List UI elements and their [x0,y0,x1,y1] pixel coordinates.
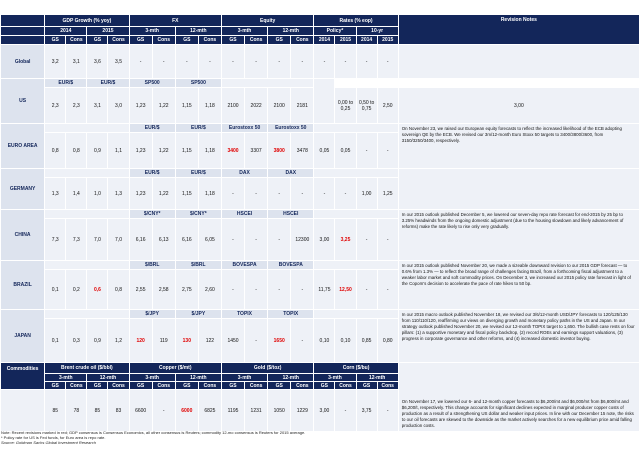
cell: 3,1 [87,88,108,124]
forecast-table [0,14,640,432]
col-cons: Cons [245,382,268,390]
col-gs: GS [221,36,244,45]
row-global [1,45,640,79]
source-line: Source: Goldman Sachs Global Investment Research [1,440,96,445]
cell: 1195 [221,390,244,432]
cell: - [377,133,398,169]
cell: 1,15 [175,133,198,169]
cell: 85 [87,390,108,432]
cell: - [356,133,377,169]
cell: 3,00 [398,88,639,124]
cell: - [245,270,268,310]
cell: 2,55 [129,270,152,310]
col-cons: Cons [198,382,221,390]
spacer [45,210,129,219]
fx-pair-label: $/CNY* [175,210,221,219]
cell: - [152,390,175,432]
cell: - [152,45,175,79]
spacer [45,169,129,178]
cell: 11,75 [314,270,335,310]
row-label: Global [1,45,45,79]
gold-12m: 12-mth [268,374,314,382]
cell: 1,15 [175,88,198,124]
cell: 3,75 [356,390,377,432]
fx-pair-label: EUR/$ [175,169,221,178]
corn-3m: 3-mth [314,374,356,382]
col-cons: Cons [291,36,314,45]
spacer [314,310,398,319]
copper-12m: 12-mth [175,374,221,382]
fx-pair-label: EUR/$ [129,124,175,133]
cell-revised: 130 [175,319,198,363]
commodities-label: Commodities [1,363,45,390]
corner-cell-2 [1,27,45,36]
cell: - [314,45,335,79]
cell: 2,50 [377,88,398,124]
cell-revised: 6000 [175,390,198,432]
col-gs: GS [129,36,152,45]
eq-12m: 12-mth [268,27,314,36]
cell-revised: 12,50 [335,270,356,310]
col-2014: 2014 [314,36,335,45]
cell: 1450 [221,319,244,363]
col-cons: Cons [66,36,87,45]
cell: 1,22 [152,88,175,124]
cell: - [245,319,268,363]
cell: - [291,178,314,210]
cell: 3,1 [66,45,87,79]
cell-revised: 120 [129,319,152,363]
cell: 0,8 [108,270,129,310]
index-label: DAX [268,169,314,178]
index-label: Eurostoxx 50 [221,124,267,133]
index-label: SP500 [129,79,175,88]
corner-cell [1,15,45,27]
cell: 1,18 [198,88,221,124]
cell: - [129,45,152,79]
cell: 3,00 [314,390,335,432]
fx-pair-label: $/JPY [129,310,175,319]
gdp-2014: 2014 [45,27,87,36]
cell: 1,22 [152,178,175,210]
cell: - [268,178,291,210]
spacer [314,210,398,219]
col-gs: GS [45,36,66,45]
cell: 0,50 to 0,75 [356,88,377,124]
cell: - [268,45,291,79]
cell: - [291,45,314,79]
cell: 3,00 [314,219,335,261]
corn-header: Corn ($/bu) [314,363,398,374]
col-gs: GS [129,382,152,390]
col-gs: GS [87,382,108,390]
cell: - [175,45,198,79]
col-gs: GS [221,382,244,390]
cell-revised: 3800 [268,133,291,169]
cell: 0,2 [66,270,87,310]
cell: 0,80 [377,319,398,363]
row-label: GERMANY [1,169,45,210]
revision-note: On November 23, we raised our European equity forecasts to reflect the increased likelihood of the ECB adopting sovereign QE by the ECB. We revised our 3m/12-month Euro Stoxx 50 targets to 3400/3800/3600, from 3150/3250/3400, respectively. [398,124,639,169]
cell: - [291,319,314,363]
cell: 85 [45,390,66,432]
index-label: SP500 [175,79,221,88]
row-label: BRAZIL [1,261,45,310]
cell: 7,3 [66,219,87,261]
cell: 0,00 to 0,25 [335,88,356,124]
cell: 6600 [129,390,152,432]
fx-pair-label: $/CNY* [129,210,175,219]
cell: 1,25 [377,178,398,210]
cell: 7,3 [45,219,66,261]
note-cell [398,169,639,210]
spacer [314,261,398,270]
cell: 1,22 [152,133,175,169]
footnote-line: Note: Recent revisions marked in red; GDP consensus is Consensus Economics, all other consensus is Reuters; commodity 12-mo consensus is Reuters for 2015 average. [1,430,306,435]
cell: 12300 [291,219,314,261]
rates-header: Rates (% eop) [314,15,398,27]
cell-revised: 3,25 [335,219,356,261]
cell: - [377,390,398,432]
cell: 3478 [291,133,314,169]
row-label: EURO AREA [1,124,45,169]
cell: 2022 [245,88,268,124]
cell: 3,0 [108,88,129,124]
fx-pair-label: EUR/$ [87,79,129,88]
footnote-line: * Policy rate for US is Fed funds, for Euro area is repo rate. [1,435,106,440]
cell: - [221,219,244,261]
col-gs: GS [87,36,108,45]
col-cons: Cons [108,36,129,45]
cell: - [221,45,244,79]
cell: 1,0 [87,178,108,210]
eq-3m: 3-mth [221,27,267,36]
cell: - [268,219,291,261]
fx-pair-label: $/JPY [175,310,221,319]
col-cons: Cons [245,36,268,45]
cell: 6825 [198,390,221,432]
cell: 2,60 [198,270,221,310]
spacer [45,124,129,133]
fx-pair-label: EUR/$ [129,169,175,178]
cell: 0,1 [45,319,66,363]
cell: 0,9 [87,319,108,363]
revision-header: Revision Notes [398,15,639,45]
corn-12m: 12-mth [356,374,398,382]
row-label: US [1,79,45,124]
col-gs: GS [175,382,198,390]
equity-header: Equity [221,15,313,27]
cell: - [198,45,221,79]
revision-note: On November 17, we lowered our 6- and 12-month copper forecasts to $6,200/mt and $6,000/mt from $6,800/mt and $6,200/t, respectively. This change accounts for significant declines expected in marginal producer copper costs of production as a result of a strengthening US dollar and weaker input prices. In line with our December 15 note, the risks to our oil forecasts are skewed to the downside as the market actively searches for a new equilibrium price amid falling production costs. [398,363,639,432]
fx-pair-label: $/BRL [129,261,175,270]
cell: 6,16 [129,219,152,261]
cell: 2181 [291,88,314,124]
index-label: TOPIX [268,310,314,319]
cell: 0,05 [335,133,356,169]
cell: 78 [66,390,87,432]
cell: 1,18 [198,178,221,210]
spacer [1,390,45,432]
cell: 7,0 [108,219,129,261]
cell: 0,85 [356,319,377,363]
index-label: HSCEI [221,210,267,219]
cell: 6,16 [175,219,198,261]
copper-3m: 3-mth [129,374,175,382]
cell: - [314,178,335,210]
row-label: JAPAN [1,310,45,363]
gdp-header: GDP Growth (% yoy) [45,15,129,27]
cell: 3307 [245,133,268,169]
cell: 0,3 [66,319,87,363]
cell-revised: 1650 [268,319,291,363]
col-gs: GS [356,382,377,390]
cell: 0,05 [314,133,335,169]
col-cons: Cons [108,382,129,390]
cell: 6,13 [152,219,175,261]
col-cons: Cons [152,382,175,390]
cell: - [356,219,377,261]
oil-12m: 12-mth [87,374,129,382]
cell: 2,75 [175,270,198,310]
spacer [45,310,129,319]
spacer [45,261,129,270]
revision-note: In our 2015 outlook published November 20, we made a sizeable downward revision to our 2015 GDP forecast — to 0.6% from 1.3% — to reflect the broad range of challenges facing Brazil, from a forthcoming fiscal adjustment to a weaker labor market and soft commodity prices. On December 3, we increased our 2015 policy rate forecast in light of the Copom's decision to accelerate the pace of rate hikes to 50 bp. [398,261,639,310]
cell-revised: 0,6 [87,270,108,310]
cell: 3,6 [87,45,108,79]
index-label: HSCEI [268,210,314,219]
cell: - [291,270,314,310]
col-cons: Cons [291,382,314,390]
cell: 1,23 [129,133,152,169]
cell-revised: 3400 [221,133,244,169]
col-cons: Cons [377,382,398,390]
cell: - [268,270,291,310]
cell: 1231 [245,390,268,432]
note-cell [398,45,639,79]
cell: 0,10 [335,319,356,363]
cell: 6,05 [198,219,221,261]
col-gs: GS [175,36,198,45]
cell: 1,2 [108,319,129,363]
index-label: TOPIX [221,310,267,319]
fx-pair-label: EUR/$ [45,79,87,88]
cell: 2,3 [45,88,66,124]
cell: - [245,219,268,261]
col-cons: Cons [66,382,87,390]
col-gs: GS [314,382,335,390]
cell: 0,9 [87,133,108,169]
fx-3m: 3-mth [129,27,175,36]
cell: 1,1 [108,133,129,169]
cell: 1,3 [108,178,129,210]
corner-cell-3 [1,36,45,45]
col-gs: GS [45,382,66,390]
cell: 0,8 [45,133,66,169]
col-cons: Cons [152,36,175,45]
oil-3m: 3-mth [45,374,87,382]
oil-header: Brent crude oil ($/bbl) [45,363,129,374]
col-gs: GS [268,382,291,390]
revision-note: In our 2015 outlook published December 5, we lowered our seven-day repo rate forecast for end-2015 by 25 bp to 3.25% headwinds from the ongoing domestic adjustment (due to the housing slowdown and likely advancement of reforms) make the rate likely to rise only very gradually. [398,210,639,261]
cell: - [335,178,356,210]
cell: 83 [108,390,129,432]
cell: 122 [198,319,221,363]
fx-12m: 12-mth [175,27,221,36]
gdp-2015: 2015 [87,27,129,36]
cell: - [377,45,398,79]
index-label: BOVESPA [221,261,267,270]
cell: - [245,178,268,210]
cell: - [377,219,398,261]
cell: 1,4 [66,178,87,210]
copper-header: Copper ($/mt) [129,363,221,374]
cell: - [245,45,268,79]
col-gs: GS [268,36,291,45]
cell: 2100 [221,88,244,124]
gold-3m: 3-mth [221,374,267,382]
revision-note: In our 2015 macro outlook published November 18, we revised our 3/6/12-month USD/JPY forecasts to 120/125/130 from 110/110/120, reaffirming our views on diverging growth and monetary policy paths in the US and Japan. In our strategy outlook published November 20, we revised our 12-month TOPIX target to 1,650. The bullish case rests on four pillars: (1) a supportive monetary and fiscal policy backdrop, (2) record ROEs and earnings support valuations, (3) progress in corporate governance and other reforms, and (4) increased domestic investor buying. [398,310,639,363]
rates-policy: Policy* [314,27,356,36]
col-2015: 2015 [377,36,398,45]
footnotes [1,430,637,445]
cell: 1,23 [129,178,152,210]
cell: - [356,270,377,310]
cell: 7,0 [87,219,108,261]
fx-header: FX [129,15,221,27]
spacer [221,79,313,88]
cell: 2,3 [66,88,87,124]
cell: - [221,270,244,310]
cell: 119 [152,319,175,363]
gold-header: Gold ($/toz) [221,363,313,374]
cell: 3,5 [108,45,129,79]
cell: 0,10 [314,319,335,363]
cell: - [221,178,244,210]
note-cell [314,79,335,124]
cell: - [335,390,356,432]
cell: 1,23 [129,88,152,124]
row-label: CHINA [1,210,45,261]
cell: 1050 [268,390,291,432]
fx-pair-label: EUR/$ [175,124,221,133]
spacer [314,169,398,178]
cell: 1229 [291,390,314,432]
cell: 1,3 [45,178,66,210]
rates-10yr: 10-yr [356,27,398,36]
col-cons: Cons [335,382,356,390]
cell: 3,2 [45,45,66,79]
index-label: BOVESPA [268,261,314,270]
cell: - [356,45,377,79]
col-cons: Cons [198,36,221,45]
col-2015: 2015 [335,36,356,45]
spacer [314,124,398,133]
col-2014: 2014 [356,36,377,45]
cell: - [377,270,398,310]
cell: 1,15 [175,178,198,210]
cell: 2100 [268,88,291,124]
index-label: DAX [221,169,267,178]
cell: 1,00 [356,178,377,210]
cell: 1,18 [198,133,221,169]
cell: 0,8 [66,133,87,169]
fx-pair-label: $/BRL [175,261,221,270]
cell: - [335,45,356,79]
cell: 0,1 [45,270,66,310]
cell: 2,58 [152,270,175,310]
index-label: Eurostoxx 50 [268,124,314,133]
